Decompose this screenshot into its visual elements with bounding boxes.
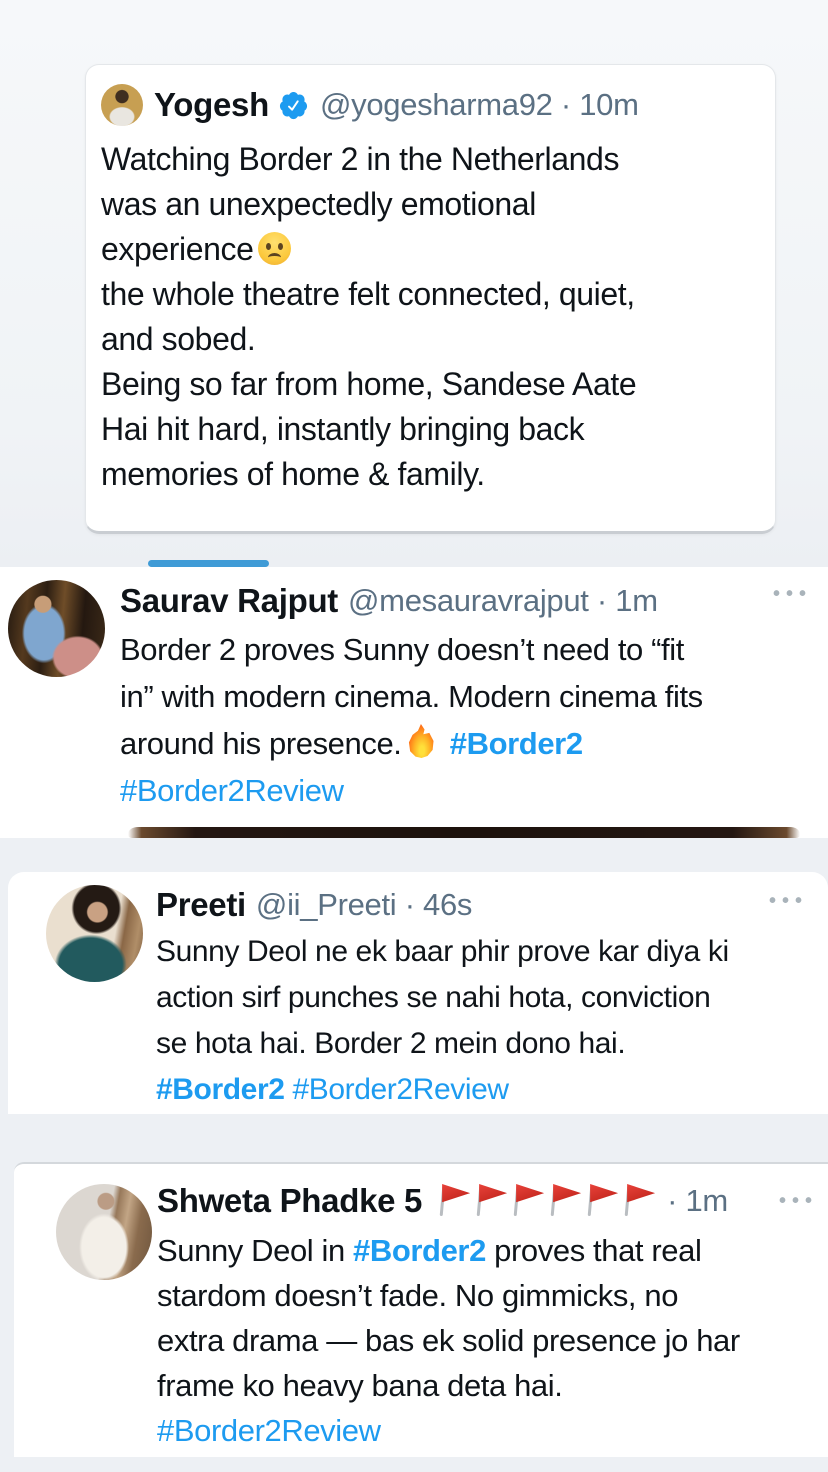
more-options-icon[interactable]: ••• [778, 1190, 818, 1212]
red-flag-emoji-icon [545, 1184, 581, 1218]
text-run: stardom doesn’t fade. No gimmicks, no [157, 1278, 679, 1313]
avatar[interactable] [46, 885, 143, 982]
tweet-card-shweta-phadke [14, 1162, 828, 1457]
text-run: around his presence. [120, 726, 402, 761]
text-run: was an unexpectedly emotional [101, 186, 536, 222]
tweet-text-line [101, 272, 760, 317]
display-name[interactable]: Shweta Phadke 5 [157, 1182, 423, 1219]
tweet-content [120, 567, 814, 814]
tweet-text-line [101, 137, 760, 182]
red-flag-emojis [434, 1184, 655, 1218]
hashtag-link[interactable]: #Border2Review [292, 1073, 509, 1106]
display-name[interactable]: Saurav Rajput [120, 582, 338, 619]
hashtag-link[interactable]: #Border2 [156, 1073, 285, 1106]
text-run: proves that real [485, 1233, 702, 1268]
tweet-text-line [156, 1067, 814, 1113]
display-name[interactable]: Yogesh [154, 86, 269, 123]
tweet-text-line [157, 1408, 818, 1453]
text-run: action sirf punches se nahi hota, conviction [156, 981, 711, 1014]
worried-emoji-icon [258, 232, 291, 265]
tweet-card-saurav-rajput [0, 567, 828, 838]
tweet-text [157, 1228, 818, 1453]
tweet-text-line [120, 767, 814, 814]
text-run: Being so far from home, Sandese Aate [101, 366, 637, 402]
text-run [442, 726, 450, 761]
tweet-text-line [156, 929, 814, 975]
red-flag-emoji-icon [508, 1184, 544, 1218]
tweet-text-line [101, 317, 760, 362]
tweet-header [120, 582, 814, 620]
tweet-text-line [157, 1363, 818, 1408]
tweet-text-line [120, 626, 814, 673]
text-run: frame ko heavy bana deta hai. [157, 1368, 563, 1403]
more-options-icon[interactable]: ••• [772, 583, 812, 605]
tweet-text-line [157, 1228, 818, 1273]
tweet-text-line [101, 452, 760, 497]
tweet-text-line [120, 720, 814, 767]
tweet-header [157, 1182, 818, 1220]
hashtag-link[interactable]: #Border2Review [120, 773, 344, 808]
tweet-text-line [101, 182, 760, 227]
cropped-photo-edge [128, 827, 800, 838]
avatar[interactable] [101, 84, 143, 126]
text-run: the whole theatre felt connected, quiet, [101, 276, 635, 312]
more-options-icon[interactable]: ••• [768, 890, 808, 912]
text-run: Hai hit hard, instantly bringing back [101, 411, 585, 447]
tweet-text-line [157, 1273, 818, 1318]
hashtag-link[interactable]: #Border2Review [157, 1413, 381, 1448]
tweet-content [157, 1164, 818, 1453]
tweet-text-line [101, 227, 760, 272]
handle-and-time[interactable]: @ii_Preeti · 46s [255, 887, 473, 922]
tweet-text-line [101, 362, 760, 407]
tweet-text-line [157, 1318, 818, 1363]
red-flag-emoji-icon [471, 1184, 507, 1218]
text-run: in” with modern cinema. Modern cinema fits [120, 679, 703, 714]
tweet-card-yogesh [85, 64, 776, 534]
tweet-text-line [101, 407, 760, 452]
hashtag-link[interactable]: #Border2 [353, 1233, 486, 1268]
text-run: Sunny Deol ne ek baar phir prove kar diya ki [156, 935, 729, 968]
verified-badge-icon [278, 90, 309, 121]
avatar[interactable] [8, 580, 105, 677]
text-run: Watching Border 2 in the Netherlands [101, 141, 620, 177]
tab-underline-indicator [148, 560, 269, 567]
text-run: and sobed. [101, 321, 256, 357]
tweet-text-line [120, 673, 814, 720]
text-run: memories of home & family. [101, 456, 485, 492]
handle-and-time[interactable]: @yogesharma92 · 10m [319, 87, 639, 122]
tweet-header [156, 886, 814, 924]
red-flag-emoji-icon [582, 1184, 618, 1218]
red-flag-emoji-icon [434, 1184, 470, 1218]
hashtag-link[interactable]: #Border2 [449, 726, 583, 761]
text-run: Sunny Deol in [157, 1233, 354, 1268]
fire-emoji-icon [407, 724, 437, 758]
tweet-header [86, 65, 775, 126]
tweet-card-preeti [8, 872, 828, 1114]
text-run: Border 2 proves Sunny doesn’t need to “fit [120, 632, 684, 667]
tweet-text-line [156, 975, 814, 1021]
avatar[interactable] [56, 1184, 152, 1280]
display-name[interactable]: Preeti [156, 886, 246, 923]
tweet-text [101, 137, 760, 497]
handle-and-time[interactable]: @mesauravrajput · 1m [348, 583, 658, 618]
tweet-content [156, 872, 814, 1113]
tweet-time[interactable]: · 1m [667, 1183, 728, 1218]
red-flag-emoji-icon [619, 1184, 655, 1218]
tweet-text-line [156, 1021, 814, 1067]
text-run: experience [101, 231, 254, 267]
text-run: extra drama — bas ek solid presence jo har [157, 1323, 740, 1358]
tweet-text [120, 626, 814, 814]
tweet-text [156, 929, 814, 1113]
text-run: se hota hai. Border 2 mein dono hai. [156, 1027, 626, 1060]
